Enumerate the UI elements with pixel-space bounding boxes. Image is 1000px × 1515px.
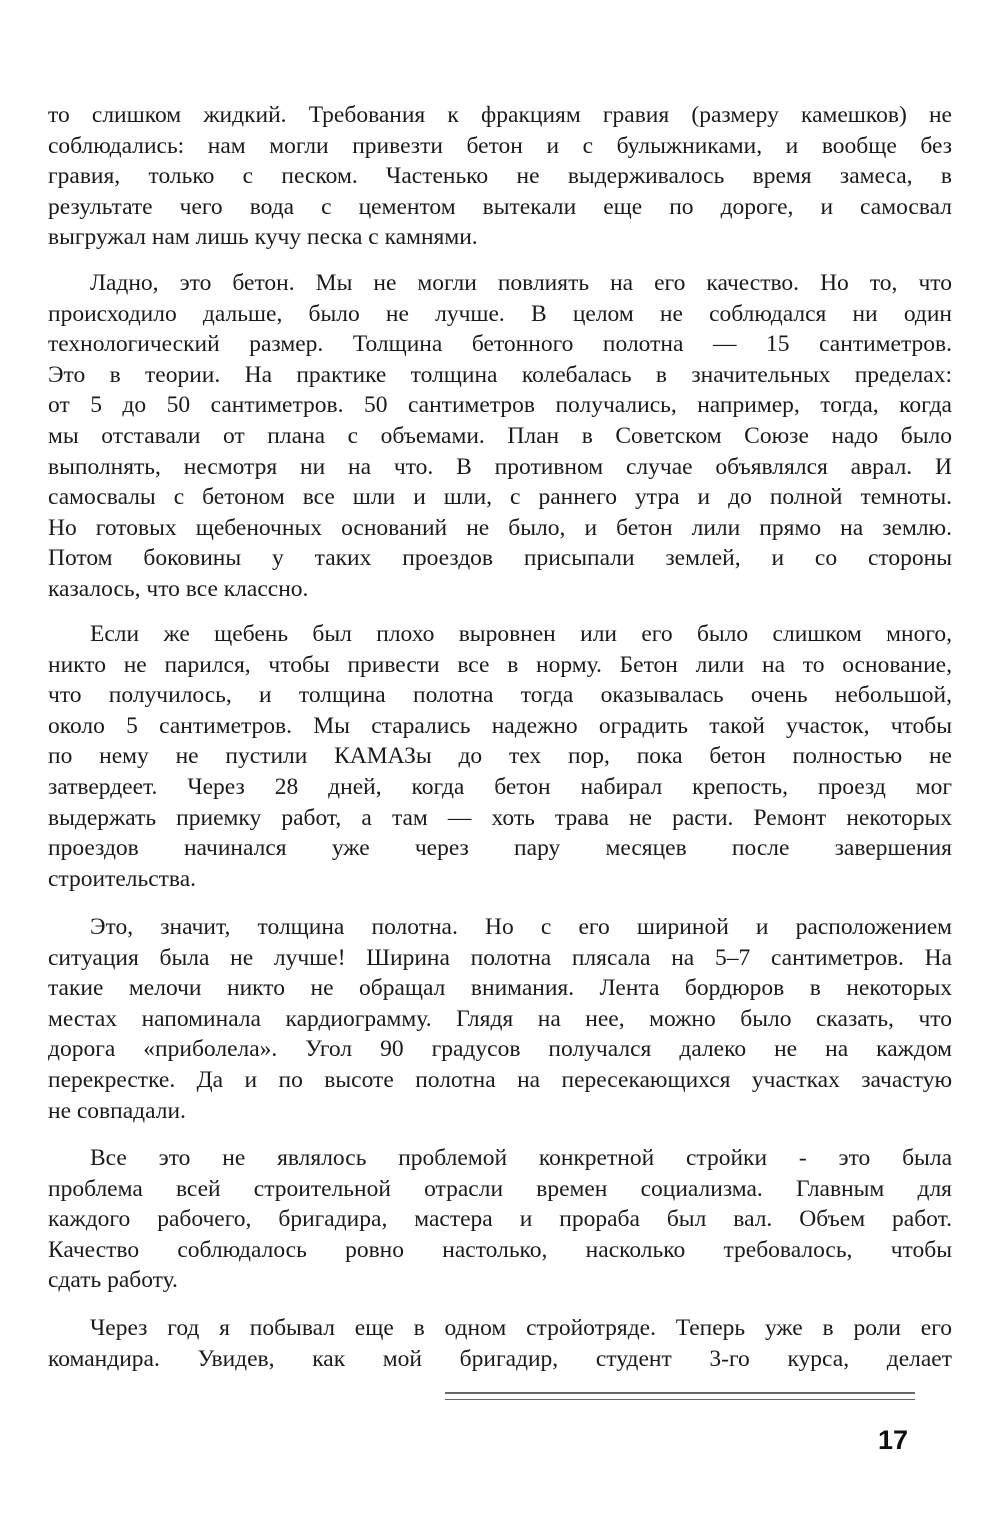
text-line: выгружал нам лишь кучу песка с камнями.: [48, 224, 478, 251]
text-line: что получилось, и толщина полотна тогда оказывалась очень небольшой,: [48, 682, 952, 709]
text-line: Потом боковины у таких проездов присыпали землей, и со стороны: [48, 545, 952, 572]
text-line: гравия, только с песком. Частенько не выдерживалось время замеса, в: [48, 163, 952, 190]
text-line: проездов начинался уже через пару месяцев после завершения: [48, 835, 952, 862]
text-line: строительства.: [48, 865, 196, 892]
text-line: каждого рабочего, бригадира, мастера и прораба был вал. Объем работ.: [48, 1206, 952, 1233]
paragraph: [48, 1143, 952, 1296]
text-line: местах напоминала кардиограмму. Глядя на нее, можно было сказать, что: [48, 1005, 952, 1032]
text-line: такие мелочи никто не обращал внимания. Лента бордюров в некоторых: [48, 975, 952, 1002]
page-number: 17: [878, 1425, 909, 1455]
text-line: то слишком жидкий. Требования к фракциям гравия (размеру камешков) не: [48, 102, 952, 128]
text-line: дорога «приболела». Угол 90 градусов получался далеко не на каждом: [48, 1036, 952, 1063]
text-line: казалось, что все классно.: [48, 575, 309, 602]
text-line: самосвалы с бетоном все шли и шли, с раннего утра и до полной темноты.: [48, 484, 952, 511]
text-line: Это, значит, толщина полотна. Но с его шириной и расположением: [90, 914, 952, 940]
paragraph: [48, 268, 952, 605]
text-line: не совпадали.: [48, 1097, 186, 1124]
text-line: мы отставали от плана с объемами. План в Советском Союзе надо было: [48, 422, 952, 449]
text-line: никто не парился, чтобы привести все в норму. Бетон лили на то основание,: [48, 651, 952, 678]
text-line: Если же щебень был плохо выровнен или его было слишком много,: [90, 621, 952, 647]
text-line: технологический размер. Толщина бетонного полотна — 15 сантиметров.: [48, 331, 952, 358]
text-line: выполнять, несмотря ни на что. В противном случае объявлялся аврал. И: [48, 453, 952, 480]
paragraph: [48, 912, 952, 1126]
text-line: Но готовых щебеночных оснований не было, и бетон лили прямо на землю.: [48, 514, 952, 541]
text-line: Качество соблюдалось ровно настолько, насколько требовалось, чтобы: [48, 1236, 952, 1263]
text-line: результате чего вода с цементом вытекали еще по дороге, и самосвал: [48, 193, 952, 220]
text-line: около 5 сантиметров. Мы старались надежно оградить такой участок, чтобы: [48, 712, 952, 739]
paragraph: [48, 1313, 952, 1374]
paragraph: [48, 100, 952, 253]
text-line: Через год я побывал еще в одном стройотряде. Теперь уже в роли его: [90, 1315, 952, 1341]
text-line: выдержать приемку работ, а там — хоть трава не расти. Ремонт некоторых: [48, 804, 952, 831]
text-line: Ладно, это бетон. Мы не могли повлиять на его качество. Но то, что: [90, 270, 952, 296]
text-line: соблюдались: нам могли привезти бетон и с булыжниками, и вообще без: [48, 132, 952, 159]
text-line: командира. Увидев, как мой бригадир, студент 3-го курса, делает: [48, 1345, 952, 1372]
text-line: происходило дальше, было не лучше. В целом не соблюдался ни один: [48, 300, 952, 327]
text-line: по нему не пустили КАМАЗы до тех пор, пока бетон полностью не: [48, 743, 952, 770]
footer-rule-top: [445, 1392, 915, 1394]
text-line: проблема всей строительной отрасли времен социализма. Главным для: [48, 1175, 952, 1202]
paragraph: [48, 619, 952, 894]
footer-rule-bottom: [445, 1399, 915, 1400]
text-line: перекрестке. Да и по высоте полотна на пересекающихся участках зачастую: [48, 1066, 952, 1093]
text-line: сдать работу.: [48, 1267, 178, 1294]
text-line: от 5 до 50 сантиметров. 50 сантиметров получались, например, тогда, когда: [48, 392, 952, 419]
text-line: Все это не являлось проблемой конкретной стройки - это была: [90, 1145, 952, 1171]
text-line: Это в теории. На практике толщина колебалась в значительных пределах:: [48, 361, 952, 388]
text-line: затвердеет. Через 28 дней, когда бетон набирал крепость, проезд мог: [48, 773, 952, 800]
text-line: ситуация была не лучше! Ширина полотна плясала на 5–7 сантиметров. На: [48, 944, 952, 971]
